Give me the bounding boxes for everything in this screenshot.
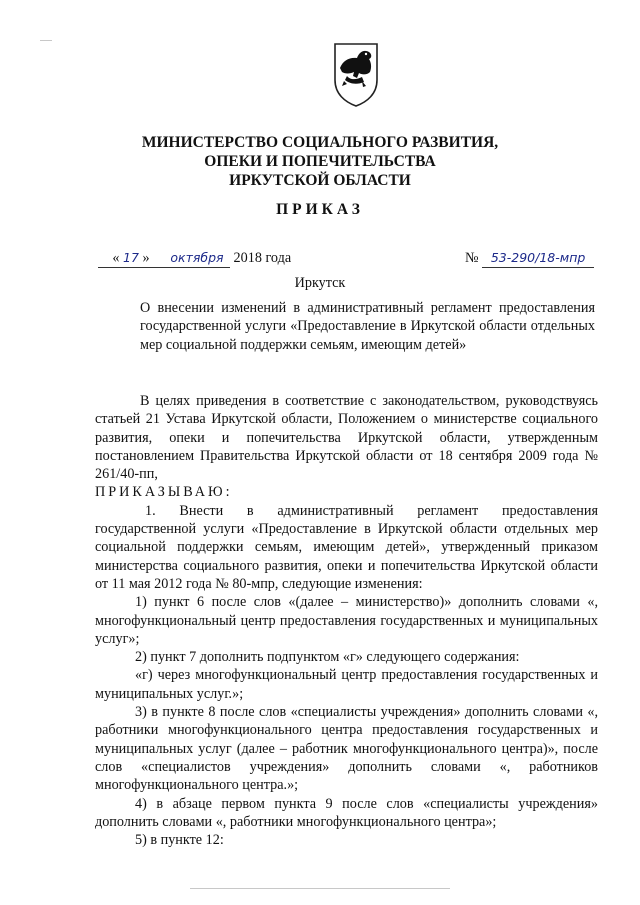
item-1-paragraph: 1. Внести в административный регламент предоставления государственной услуги «Предоставление в Иркутской области отдельных мер социальной поддержки семьям, имеющим детей», утвержденный приказом министерства социального развития, опеки и попечительства Иркутской области от 11 мая 2012 года № 80-мпр, следующие изменения: [95, 502, 598, 592]
number-label: № [465, 250, 479, 266]
subitem-4-paragraph: 4) в абзаце первом пункта 9 после слов «специалисты учреждения» дополнить словами «, работники многофункционального центра»; [95, 795, 598, 830]
order-date [98, 250, 291, 268]
order-body [95, 392, 598, 849]
subitem-1-paragraph: 1) пункт 6 после слов «(далее – министерство)» дополнить словами «, многофункциональный центр предоставления государственных и муниципальных услуг»; [95, 594, 598, 647]
scan-mark [40, 40, 52, 41]
date-day-field: « 17 » [98, 250, 164, 268]
coat-of-arms-emblem [332, 42, 380, 108]
order-subject: О внесении изменений в административный регламент предоставления государственной услуги «Предоставление в Иркутской области отдельных мер социальной поддержки семьям, имеющим детей» [140, 300, 595, 353]
city-label: Иркутск [294, 275, 346, 291]
date-month-field [164, 250, 230, 268]
subitem-3-paragraph: 3) в пункте 8 после слов «специалисты учреждения» дополнить словами «, работники многофункционального центра предоставления государственных и муниципальных услуг (далее – работник многофункционального центра)», после слов «специалистов учреждения» дополнить словами «, работников многофункционального центра.»; [95, 704, 598, 794]
subitem-5-paragraph: 5) в пункте 12: [135, 832, 224, 849]
date-day-handwritten: 17 [123, 250, 139, 265]
date-month-handwritten: октября [170, 250, 224, 265]
scan-mark [190, 888, 450, 889]
order-command: ПРИКАЗЫВАЮ: [95, 484, 233, 501]
date-year: 2018 года [233, 250, 292, 266]
preamble-paragraph: В целях приведения в соответствие с законодательством, руководствуясь статьей 21 Устава Иркутской области, Положением о министерстве социального развития, опеки и попечительства Иркутской области, утвержденным постановлением Правительства Иркутской области от 18 сентября 2009 года № 261/40-пп, [95, 393, 598, 483]
ministry-title-line-2: ОПЕКИ И ПОПЕЧИТЕЛЬСТВА [204, 153, 436, 170]
order-number [465, 250, 594, 268]
number-field [482, 250, 594, 268]
subitem-g-paragraph: «г) через многофункциональный центр предоставления государственных и муниципальных услуг.»; [95, 667, 598, 702]
subitem-2-paragraph: 2) пункт 7 дополнить подпунктом «г» следующего содержания: [135, 649, 520, 666]
ministry-title-line-3: ИРКУТСКОЙ ОБЛАСТИ [229, 172, 411, 189]
ministry-title-line-1: МИНИСТЕРСТВО СОЦИАЛЬНОГО РАЗВИТИЯ, [141, 134, 499, 151]
number-handwritten: 53-290/18-мпр [490, 250, 586, 265]
document-type-heading: ПРИКАЗ [276, 201, 364, 218]
